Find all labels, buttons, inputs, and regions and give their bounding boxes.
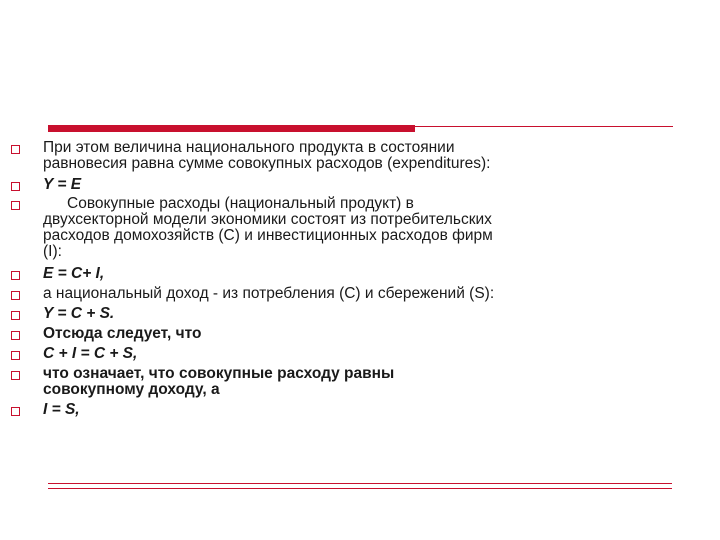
bullet-square-icon [11, 291, 20, 300]
list-item-line: C + I = C + S, [43, 345, 138, 362]
bullet-square-icon [11, 407, 20, 416]
list-item-line: Y = E [43, 176, 82, 193]
list-item [43, 346, 663, 362]
list-item-line: совокупному доходу, а [43, 381, 220, 398]
list-item-line: Совокупные расходы (национальный продукт) в [67, 195, 414, 212]
bullet-square-icon [11, 145, 20, 154]
list-item-line: а национальный доход - из потребления (C) и сбережений (S): [43, 285, 495, 302]
list-item [43, 402, 663, 418]
list-item-line: E = C+ I, [43, 265, 105, 282]
list-item-line: Y = C + S. [43, 305, 115, 322]
title-underline-thick [48, 125, 415, 132]
list-item [43, 366, 663, 398]
bullet-square-icon [11, 331, 20, 340]
list-item-line: двухсекторной модели экономики состоят из потребительских [43, 211, 492, 228]
list-item-line: расходов домохозяйств (C) и инвестиционных расходов фирм [43, 227, 493, 244]
footer-divider [48, 483, 672, 484]
bullet-square-icon [11, 271, 20, 280]
list-item-line: I = S, [43, 401, 80, 418]
list-item [43, 140, 663, 172]
bullet-square-icon [11, 201, 20, 210]
list-item [43, 306, 663, 322]
list-item-line: (I): [43, 243, 62, 260]
footer-divider [48, 488, 672, 489]
bullet-square-icon [11, 311, 20, 320]
list-item-line: что означает, что совокупные расходу равны [43, 365, 395, 382]
list-item-line: Отсюда следует, что [43, 325, 202, 342]
list-item-line: При этом величина национального продукта в состоянии [43, 139, 455, 156]
bullet-square-icon [11, 351, 20, 360]
list-item [43, 196, 663, 260]
list-item [43, 266, 663, 282]
bullet-square-icon [11, 371, 20, 380]
list-item [43, 286, 663, 302]
list-item-line: равновесия равна сумме совокупных расходов (expenditures): [43, 155, 491, 172]
list-item [43, 177, 663, 193]
title-underline-thin [415, 126, 673, 127]
list-item [43, 326, 663, 342]
bullet-square-icon [11, 182, 20, 191]
